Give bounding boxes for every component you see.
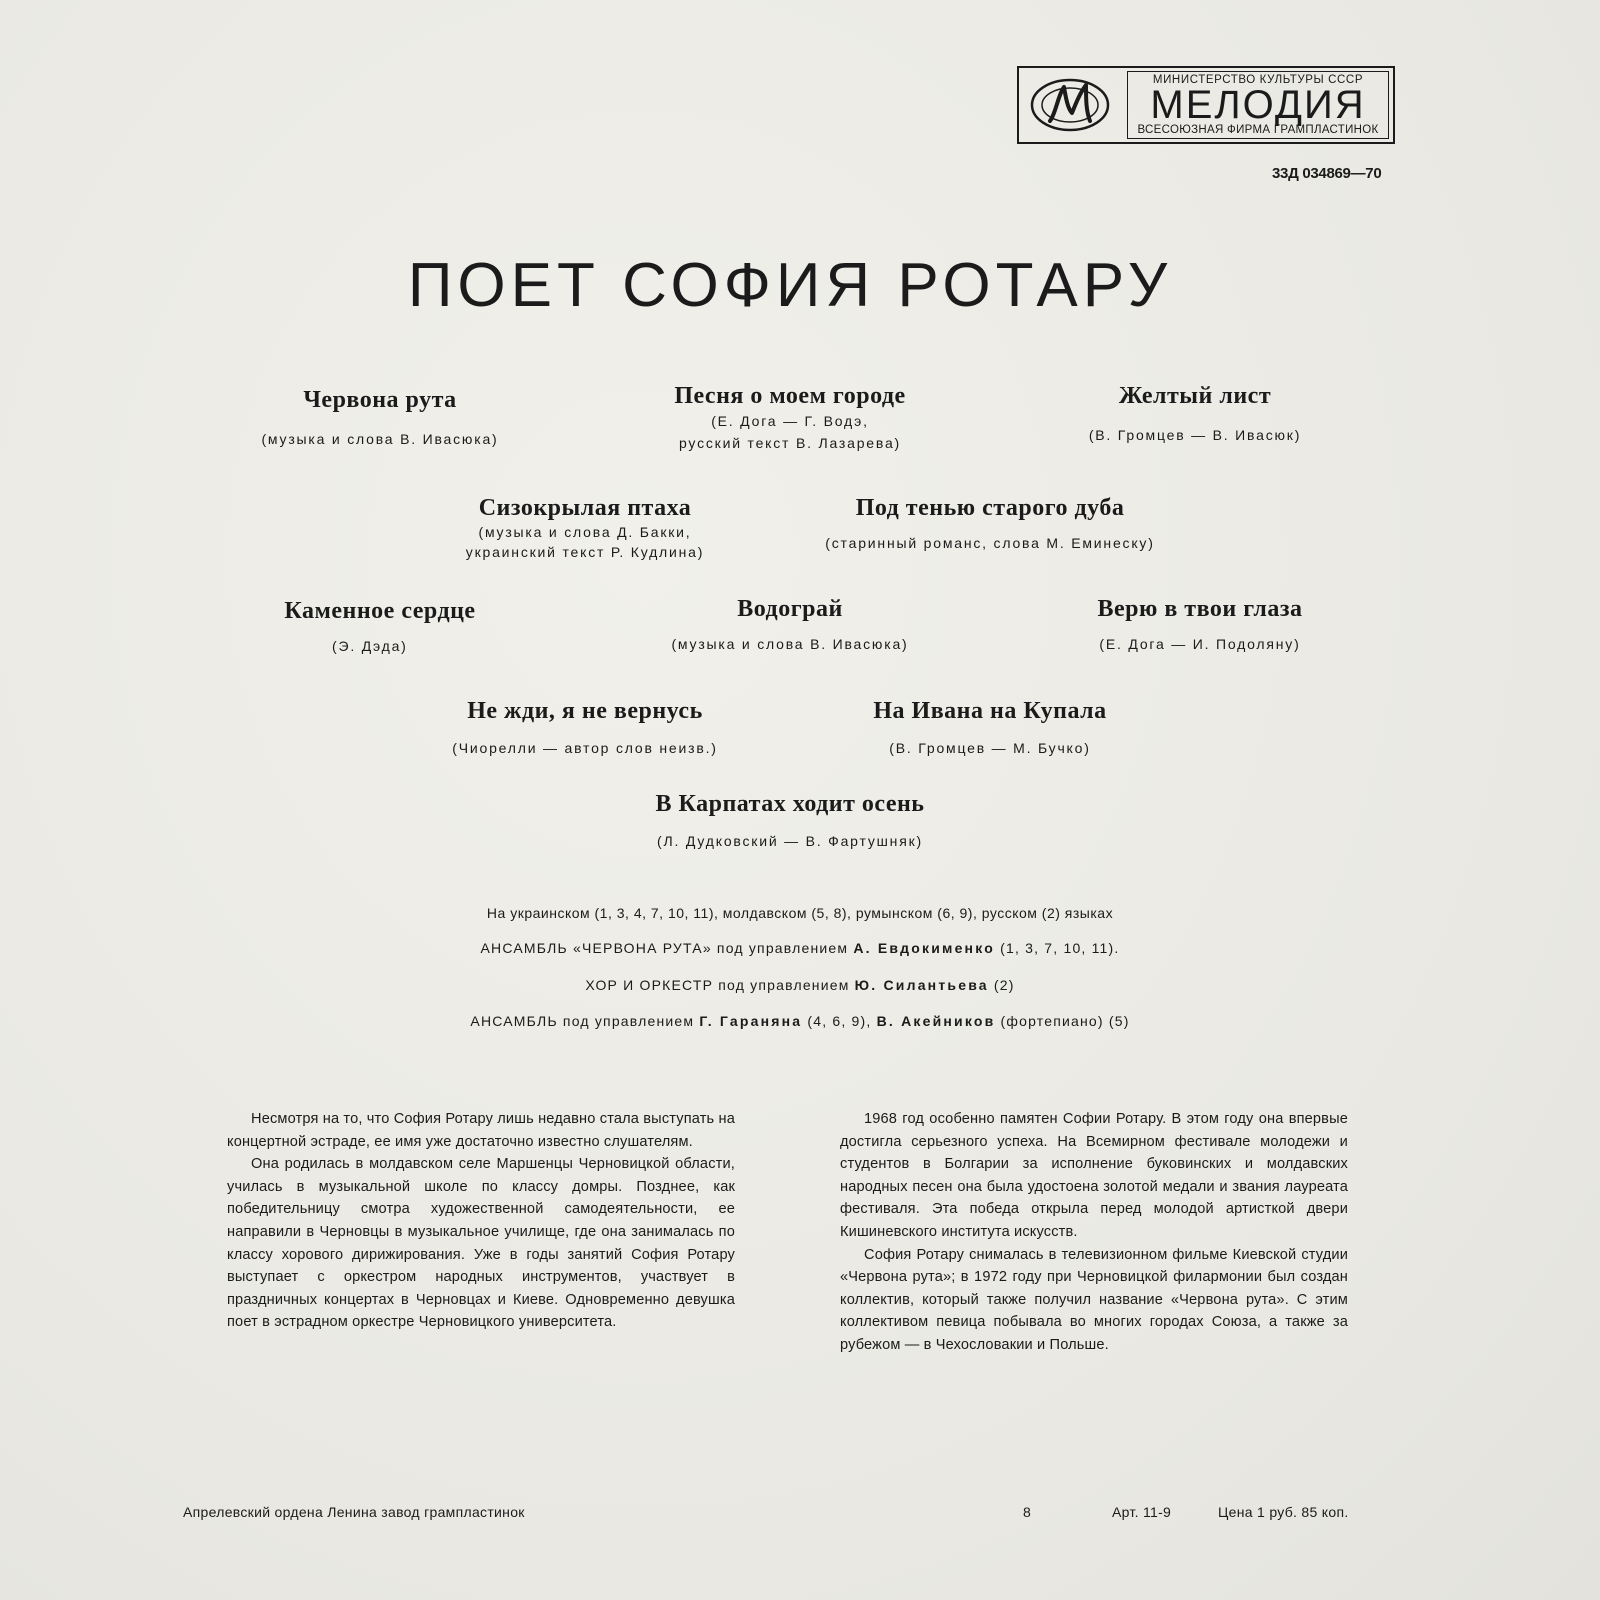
- track-credit: (старинный романс, слова М. Еминеску): [825, 535, 1155, 551]
- track-credit: украинский текст Р. Кудлина): [465, 544, 705, 560]
- track-item: [420, 697, 750, 759]
- bio-paragraph: Она родилась в молдавском селе Маршенцы Черновицкой области, училась в музыкальной школе по классу домры. Позднее, как победительницу смотра художественной самодеятельности, ее направили в Черновцы в музыкальное училище, где она занималась по классу хорового дирижирования. Уже в годы занятий София Ротару выступает с оркестром народных инструментов, участвует в праздничных концертах в Черновцах и Киеве. Одновременно девушка поет в эстрадном оркестре Черновицкого университета.: [227, 1156, 735, 1331]
- album-title: ПОЕТ СОФИЯ РОТАРУ: [407, 251, 1173, 320]
- brand-name: МЕЛОДИЯ: [1150, 83, 1366, 127]
- track-title: Сизокрылая птаха: [478, 495, 692, 521]
- conductor-name: Ю. Силантьева: [854, 977, 989, 993]
- track-item: [1050, 595, 1350, 655]
- pianist-name: В. Акейников: [876, 1013, 996, 1029]
- catalog-number: 33Д 034869—70: [1272, 165, 1382, 182]
- track-title: В Карпатах ходит осень: [655, 791, 925, 817]
- track-item: [240, 386, 520, 450]
- track-item: [620, 382, 960, 454]
- firm-label: ВСЕСОЮЗНАЯ ФИРМА ГРАМПЛАСТИНОК: [1137, 124, 1379, 136]
- track-credit: (В. Громцев — М. Бучко): [889, 740, 1091, 756]
- track-credit: (В. Громцев — В. Ивасюк): [1088, 427, 1302, 443]
- track-credit: (Э. Дэда): [332, 638, 408, 654]
- track-item: [800, 494, 1180, 554]
- bio-paragraph: 1968 год особенно памятен Софии Ротару. В этом году она впервые достигла серьезного успеха. На Всемирном фестивале молодежи и студентов в Болгарии за исполнение буковинских и молдавских народных песен она была удостоена золотой медали и звания лауреата фестиваля. Эта победа открыла перед молодой артисткой двери Кишиневского института искусств.: [840, 1111, 1348, 1240]
- performer-line: [0, 1013, 1600, 1029]
- track-title: Песня о моем городе: [674, 383, 906, 409]
- track-title: Верю в твои глаза: [1097, 596, 1303, 622]
- track-numbers: (4, 6, 9),: [807, 1013, 872, 1029]
- track-credit: (Е. Дога — Г. Водэ,: [711, 413, 869, 429]
- track-item: [590, 790, 990, 852]
- track-credit: (музыка и слова Д. Бакки,: [478, 524, 692, 540]
- bio-paragraph: Несмотря на то, что София Ротару лишь недавно стала выступать на концертной эстраде, ее имя уже достаточно известно слушателям.: [227, 1111, 735, 1150]
- track-title: На Ивана на Купала: [873, 698, 1107, 724]
- track-credit: (Л. Дудковский — В. Фартушняк): [657, 833, 923, 849]
- conductor-name: Г. Гараняна: [699, 1013, 803, 1029]
- ensemble-label: ХОР И ОРКЕСТР под управлением: [585, 977, 850, 993]
- track-item: [840, 697, 1140, 759]
- ensemble-label: АНСАМБЛЬ «ЧЕРВОНА РУТА» под управлением: [480, 940, 849, 956]
- track-credit: русский текст В. Лазарева): [679, 435, 901, 451]
- biography-right-column: [840, 1108, 1348, 1357]
- track-credit: (Е. Дога — И. Подоляну): [1099, 636, 1301, 652]
- track-title: Водограй: [737, 596, 843, 622]
- languages-text: На украинском (1, 3, 4, 7, 10, 11), молдавском (5, 8), румынском (6, 9), русском (2) языках: [486, 905, 1114, 921]
- manufacturer-label: Апрелевский ордена Ленина завод грампластинок: [183, 1504, 525, 1520]
- ministry-label: МИНИСТЕРСТВО КУЛЬТУРЫ СССР: [1152, 74, 1364, 86]
- conductor-name: А. Евдокименко: [853, 940, 995, 956]
- bio-paragraph: София Ротару снималась в телевизионном фильме Киевской студии «Червона рута»; в 1972 году при Черновицкой филармонии был создан коллектив, который также получил название «Червона рута». С этим коллективом певица побывала во многих городах Союза, а также за рубежом — в Чехословакии и Польше.: [840, 1246, 1348, 1353]
- track-credit: (музыка и слова В. Ивасюка): [671, 636, 909, 652]
- track-numbers: (2): [993, 977, 1015, 993]
- article-number: Арт. 11-9: [1112, 1504, 1172, 1520]
- ensemble-label: АНСАМБЛЬ под управлением: [470, 1013, 695, 1029]
- instrument-note: (фортепиано) (5): [1000, 1013, 1130, 1029]
- track-title: Червона рута: [303, 387, 457, 413]
- melodiya-wordmark: [1127, 71, 1389, 139]
- track-credit: (Чиорелли — автор слов неизв.): [452, 740, 718, 756]
- track-title: Каменное сердце: [284, 598, 476, 624]
- track-title: Желтый лист: [1118, 383, 1272, 409]
- languages-note: [0, 905, 1600, 921]
- melodiya-emblem-icon: [1019, 68, 1121, 142]
- track-title: Не жди, я не вернусь: [467, 698, 703, 724]
- track-item: [430, 494, 740, 562]
- melodiya-logo: [1017, 66, 1395, 144]
- performer-line: [0, 940, 1600, 956]
- biography-left-column: [227, 1108, 735, 1334]
- price-label: Цена 1 руб. 85 коп.: [1218, 1504, 1349, 1520]
- performer-line: [0, 977, 1600, 993]
- track-title: Под тенью старого дуба: [855, 495, 1125, 521]
- track-item: [260, 597, 500, 657]
- page-number: 8: [1023, 1504, 1032, 1520]
- track-numbers: (1, 3, 7, 10, 11).: [1000, 940, 1120, 956]
- track-item: [1040, 382, 1350, 446]
- track-item: [640, 595, 940, 655]
- track-credit: (музыка и слова В. Ивасюка): [261, 431, 499, 447]
